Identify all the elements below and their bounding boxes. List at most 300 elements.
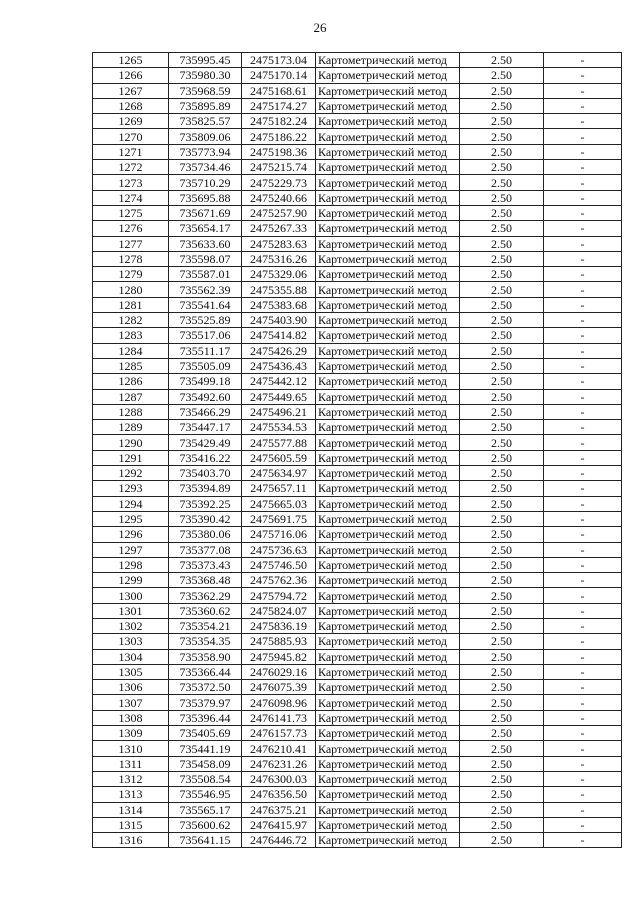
point-number-cell: 1296 xyxy=(93,527,169,542)
point-number-cell: 1303 xyxy=(93,634,169,649)
point-number-cell: 1285 xyxy=(93,358,169,373)
y-coordinate-cell: 2475426.29 xyxy=(242,343,316,358)
y-coordinate-cell: 2475736.63 xyxy=(242,542,316,557)
point-number-cell: 1269 xyxy=(93,114,169,129)
accuracy-cell: 2.50 xyxy=(460,129,544,144)
method-cell: Картометрический метод xyxy=(316,175,460,190)
point-number-cell: 1289 xyxy=(93,420,169,435)
table-row xyxy=(93,144,622,159)
note-cell: - xyxy=(544,618,622,633)
point-number-cell: 1279 xyxy=(93,267,169,282)
x-coordinate-cell: 735354.21 xyxy=(169,618,242,633)
y-coordinate-cell: 2475762.36 xyxy=(242,573,316,588)
accuracy-cell: 2.50 xyxy=(460,771,544,786)
method-cell: Картометрический метод xyxy=(316,588,460,603)
y-coordinate-cell: 2476075.39 xyxy=(242,680,316,695)
note-cell: - xyxy=(544,726,622,741)
x-coordinate-cell: 735825.57 xyxy=(169,114,242,129)
x-coordinate-cell: 735995.45 xyxy=(169,53,242,68)
y-coordinate-cell: 2476210.41 xyxy=(242,741,316,756)
method-cell: Картометрический метод xyxy=(316,160,460,175)
table-row xyxy=(93,420,622,435)
method-cell: Картометрический метод xyxy=(316,726,460,741)
accuracy-cell: 2.50 xyxy=(460,787,544,802)
note-cell: - xyxy=(544,557,622,572)
point-number-cell: 1302 xyxy=(93,618,169,633)
table-row xyxy=(93,53,622,68)
y-coordinate-cell: 2475746.50 xyxy=(242,557,316,572)
point-number-cell: 1294 xyxy=(93,496,169,511)
point-number-cell: 1267 xyxy=(93,83,169,98)
y-coordinate-cell: 2476415.97 xyxy=(242,817,316,832)
note-cell: - xyxy=(544,649,622,664)
note-cell: - xyxy=(544,114,622,129)
method-cell: Картометрический метод xyxy=(316,450,460,465)
accuracy-cell: 2.50 xyxy=(460,358,544,373)
x-coordinate-cell: 735358.90 xyxy=(169,649,242,664)
y-coordinate-cell: 2475836.19 xyxy=(242,618,316,633)
x-coordinate-cell: 735654.17 xyxy=(169,221,242,236)
accuracy-cell: 2.50 xyxy=(460,420,544,435)
method-cell: Картометрический метод xyxy=(316,802,460,817)
method-cell: Картометрический метод xyxy=(316,389,460,404)
accuracy-cell: 2.50 xyxy=(460,802,544,817)
table-row xyxy=(93,374,622,389)
x-coordinate-cell: 735565.17 xyxy=(169,802,242,817)
point-number-cell: 1282 xyxy=(93,313,169,328)
y-coordinate-cell: 2475605.59 xyxy=(242,450,316,465)
method-cell: Картометрический метод xyxy=(316,527,460,542)
method-cell: Картометрический метод xyxy=(316,236,460,251)
table-row xyxy=(93,205,622,220)
x-coordinate-cell: 735541.64 xyxy=(169,297,242,312)
y-coordinate-cell: 2476231.26 xyxy=(242,756,316,771)
note-cell: - xyxy=(544,251,622,266)
point-number-cell: 1295 xyxy=(93,511,169,526)
accuracy-cell: 2.50 xyxy=(460,542,544,557)
accuracy-cell: 2.50 xyxy=(460,511,544,526)
accuracy-cell: 2.50 xyxy=(460,144,544,159)
point-number-cell: 1299 xyxy=(93,573,169,588)
table-row xyxy=(93,83,622,98)
method-cell: Картометрический метод xyxy=(316,53,460,68)
accuracy-cell: 2.50 xyxy=(460,680,544,695)
table-row xyxy=(93,527,622,542)
y-coordinate-cell: 2475885.93 xyxy=(242,634,316,649)
accuracy-cell: 2.50 xyxy=(460,649,544,664)
method-cell: Картометрический метод xyxy=(316,664,460,679)
accuracy-cell: 2.50 xyxy=(460,236,544,251)
point-number-cell: 1297 xyxy=(93,542,169,557)
point-number-cell: 1291 xyxy=(93,450,169,465)
coordinates-table xyxy=(92,52,622,848)
y-coordinate-cell: 2476300.03 xyxy=(242,771,316,786)
point-number-cell: 1311 xyxy=(93,756,169,771)
method-cell: Картометрический метод xyxy=(316,404,460,419)
x-coordinate-cell: 735447.17 xyxy=(169,420,242,435)
x-coordinate-cell: 735505.09 xyxy=(169,358,242,373)
table-row xyxy=(93,603,622,618)
method-cell: Картометрический метод xyxy=(316,205,460,220)
point-number-cell: 1276 xyxy=(93,221,169,236)
table-row xyxy=(93,404,622,419)
method-cell: Картометрический метод xyxy=(316,649,460,664)
x-coordinate-cell: 735441.19 xyxy=(169,741,242,756)
method-cell: Картометрический метод xyxy=(316,358,460,373)
note-cell: - xyxy=(544,343,622,358)
method-cell: Картометрический метод xyxy=(316,420,460,435)
y-coordinate-cell: 2475449.65 xyxy=(242,389,316,404)
accuracy-cell: 2.50 xyxy=(460,557,544,572)
note-cell: - xyxy=(544,481,622,496)
table-row xyxy=(93,618,622,633)
table-row xyxy=(93,833,622,848)
x-coordinate-cell: 735354.35 xyxy=(169,634,242,649)
point-number-cell: 1277 xyxy=(93,236,169,251)
y-coordinate-cell: 2475283.63 xyxy=(242,236,316,251)
table-row xyxy=(93,634,622,649)
y-coordinate-cell: 2475355.88 xyxy=(242,282,316,297)
accuracy-cell: 2.50 xyxy=(460,603,544,618)
table-row xyxy=(93,435,622,450)
accuracy-cell: 2.50 xyxy=(460,435,544,450)
method-cell: Картометрический метод xyxy=(316,603,460,618)
table-row xyxy=(93,664,622,679)
x-coordinate-cell: 735372.50 xyxy=(169,680,242,695)
table-row xyxy=(93,466,622,481)
x-coordinate-cell: 735809.06 xyxy=(169,129,242,144)
point-number-cell: 1293 xyxy=(93,481,169,496)
x-coordinate-cell: 735373.43 xyxy=(169,557,242,572)
point-number-cell: 1281 xyxy=(93,297,169,312)
table-row xyxy=(93,68,622,83)
point-number-cell: 1288 xyxy=(93,404,169,419)
accuracy-cell: 2.50 xyxy=(460,53,544,68)
y-coordinate-cell: 2475577.88 xyxy=(242,435,316,450)
y-coordinate-cell: 2475198.36 xyxy=(242,144,316,159)
note-cell: - xyxy=(544,680,622,695)
table-row xyxy=(93,282,622,297)
point-number-cell: 1310 xyxy=(93,741,169,756)
x-coordinate-cell: 735695.88 xyxy=(169,190,242,205)
y-coordinate-cell: 2476098.96 xyxy=(242,695,316,710)
method-cell: Картометрический метод xyxy=(316,771,460,786)
table-row xyxy=(93,328,622,343)
point-number-cell: 1304 xyxy=(93,649,169,664)
y-coordinate-cell: 2475716.06 xyxy=(242,527,316,542)
y-coordinate-cell: 2475534.53 xyxy=(242,420,316,435)
accuracy-cell: 2.50 xyxy=(460,634,544,649)
accuracy-cell: 2.50 xyxy=(460,389,544,404)
x-coordinate-cell: 735380.06 xyxy=(169,527,242,542)
table-row xyxy=(93,481,622,496)
point-number-cell: 1272 xyxy=(93,160,169,175)
method-cell: Картометрический метод xyxy=(316,144,460,159)
y-coordinate-cell: 2475824.07 xyxy=(242,603,316,618)
accuracy-cell: 2.50 xyxy=(460,205,544,220)
table-row xyxy=(93,649,622,664)
method-cell: Картометрический метод xyxy=(316,251,460,266)
x-coordinate-cell: 735508.54 xyxy=(169,771,242,786)
y-coordinate-cell: 2475945.82 xyxy=(242,649,316,664)
method-cell: Картометрический метод xyxy=(316,190,460,205)
x-coordinate-cell: 735458.09 xyxy=(169,756,242,771)
point-number-cell: 1290 xyxy=(93,435,169,450)
method-cell: Картометрический метод xyxy=(316,787,460,802)
accuracy-cell: 2.50 xyxy=(460,374,544,389)
table-row xyxy=(93,726,622,741)
accuracy-cell: 2.50 xyxy=(460,297,544,312)
table-row xyxy=(93,511,622,526)
note-cell: - xyxy=(544,833,622,848)
point-number-cell: 1309 xyxy=(93,726,169,741)
y-coordinate-cell: 2476141.73 xyxy=(242,710,316,725)
point-number-cell: 1308 xyxy=(93,710,169,725)
y-coordinate-cell: 2475174.27 xyxy=(242,98,316,113)
note-cell: - xyxy=(544,741,622,756)
table-row xyxy=(93,389,622,404)
method-cell: Картометрический метод xyxy=(316,98,460,113)
note-cell: - xyxy=(544,695,622,710)
x-coordinate-cell: 735403.70 xyxy=(169,466,242,481)
accuracy-cell: 2.50 xyxy=(460,282,544,297)
table-row xyxy=(93,771,622,786)
note-cell: - xyxy=(544,756,622,771)
note-cell: - xyxy=(544,466,622,481)
point-number-cell: 1280 xyxy=(93,282,169,297)
note-cell: - xyxy=(544,435,622,450)
y-coordinate-cell: 2475442.12 xyxy=(242,374,316,389)
y-coordinate-cell: 2475316.26 xyxy=(242,251,316,266)
note-cell: - xyxy=(544,634,622,649)
table-row xyxy=(93,313,622,328)
accuracy-cell: 2.50 xyxy=(460,343,544,358)
x-coordinate-cell: 735562.39 xyxy=(169,282,242,297)
accuracy-cell: 2.50 xyxy=(460,190,544,205)
y-coordinate-cell: 2475173.04 xyxy=(242,53,316,68)
accuracy-cell: 2.50 xyxy=(460,404,544,419)
method-cell: Картометрический метод xyxy=(316,83,460,98)
note-cell: - xyxy=(544,358,622,373)
note-cell: - xyxy=(544,221,622,236)
point-number-cell: 1305 xyxy=(93,664,169,679)
x-coordinate-cell: 735405.69 xyxy=(169,726,242,741)
y-coordinate-cell: 2475329.06 xyxy=(242,267,316,282)
y-coordinate-cell: 2475229.73 xyxy=(242,175,316,190)
note-cell: - xyxy=(544,175,622,190)
table-row xyxy=(93,221,622,236)
x-coordinate-cell: 735525.89 xyxy=(169,313,242,328)
table-row xyxy=(93,542,622,557)
x-coordinate-cell: 735598.07 xyxy=(169,251,242,266)
table-row xyxy=(93,787,622,802)
x-coordinate-cell: 735773.94 xyxy=(169,144,242,159)
method-cell: Картометрический метод xyxy=(316,695,460,710)
method-cell: Картометрический метод xyxy=(316,343,460,358)
table-row xyxy=(93,297,622,312)
table-row xyxy=(93,817,622,832)
note-cell: - xyxy=(544,404,622,419)
point-number-cell: 1271 xyxy=(93,144,169,159)
table-row xyxy=(93,175,622,190)
note-cell: - xyxy=(544,603,622,618)
note-cell: - xyxy=(544,98,622,113)
note-cell: - xyxy=(544,236,622,251)
method-cell: Картометрический метод xyxy=(316,129,460,144)
method-cell: Картометрический метод xyxy=(316,466,460,481)
note-cell: - xyxy=(544,389,622,404)
note-cell: - xyxy=(544,527,622,542)
table-row xyxy=(93,680,622,695)
x-coordinate-cell: 735390.42 xyxy=(169,511,242,526)
x-coordinate-cell: 735368.48 xyxy=(169,573,242,588)
point-number-cell: 1270 xyxy=(93,129,169,144)
table-row xyxy=(93,588,622,603)
method-cell: Картометрический метод xyxy=(316,542,460,557)
method-cell: Картометрический метод xyxy=(316,496,460,511)
table-row xyxy=(93,695,622,710)
note-cell: - xyxy=(544,496,622,511)
accuracy-cell: 2.50 xyxy=(460,466,544,481)
x-coordinate-cell: 735671.69 xyxy=(169,205,242,220)
accuracy-cell: 2.50 xyxy=(460,114,544,129)
point-number-cell: 1265 xyxy=(93,53,169,68)
note-cell: - xyxy=(544,817,622,832)
method-cell: Картометрический метод xyxy=(316,680,460,695)
table-row xyxy=(93,741,622,756)
x-coordinate-cell: 735968.59 xyxy=(169,83,242,98)
page-number: 26 xyxy=(313,20,327,35)
point-number-cell: 1283 xyxy=(93,328,169,343)
accuracy-cell: 2.50 xyxy=(460,527,544,542)
table-row xyxy=(93,251,622,266)
y-coordinate-cell: 2476375.21 xyxy=(242,802,316,817)
x-coordinate-cell: 735895.89 xyxy=(169,98,242,113)
x-coordinate-cell: 735466.29 xyxy=(169,404,242,419)
accuracy-cell: 2.50 xyxy=(460,221,544,236)
y-coordinate-cell: 2475496.21 xyxy=(242,404,316,419)
method-cell: Картометрический метод xyxy=(316,313,460,328)
y-coordinate-cell: 2475436.43 xyxy=(242,358,316,373)
note-cell: - xyxy=(544,129,622,144)
x-coordinate-cell: 735641.15 xyxy=(169,833,242,848)
method-cell: Картометрический метод xyxy=(316,114,460,129)
note-cell: - xyxy=(544,53,622,68)
y-coordinate-cell: 2475665.03 xyxy=(242,496,316,511)
accuracy-cell: 2.50 xyxy=(460,695,544,710)
method-cell: Картометрический метод xyxy=(316,221,460,236)
y-coordinate-cell: 2475634.97 xyxy=(242,466,316,481)
accuracy-cell: 2.50 xyxy=(460,450,544,465)
x-coordinate-cell: 735980.30 xyxy=(169,68,242,83)
accuracy-cell: 2.50 xyxy=(460,833,544,848)
method-cell: Картометрический метод xyxy=(316,557,460,572)
y-coordinate-cell: 2475414.82 xyxy=(242,328,316,343)
method-cell: Картометрический метод xyxy=(316,282,460,297)
method-cell: Картометрический метод xyxy=(316,297,460,312)
accuracy-cell: 2.50 xyxy=(460,741,544,756)
y-coordinate-cell: 2475215.74 xyxy=(242,160,316,175)
y-coordinate-cell: 2475182.24 xyxy=(242,114,316,129)
note-cell: - xyxy=(544,511,622,526)
y-coordinate-cell: 2476446.72 xyxy=(242,833,316,848)
accuracy-cell: 2.50 xyxy=(460,710,544,725)
table-row xyxy=(93,98,622,113)
x-coordinate-cell: 735511.17 xyxy=(169,343,242,358)
note-cell: - xyxy=(544,450,622,465)
table-row xyxy=(93,114,622,129)
x-coordinate-cell: 735499.18 xyxy=(169,374,242,389)
accuracy-cell: 2.50 xyxy=(460,726,544,741)
note-cell: - xyxy=(544,420,622,435)
note-cell: - xyxy=(544,267,622,282)
note-cell: - xyxy=(544,83,622,98)
y-coordinate-cell: 2475257.90 xyxy=(242,205,316,220)
point-number-cell: 1306 xyxy=(93,680,169,695)
point-number-cell: 1316 xyxy=(93,833,169,848)
accuracy-cell: 2.50 xyxy=(460,496,544,511)
accuracy-cell: 2.50 xyxy=(460,328,544,343)
note-cell: - xyxy=(544,771,622,786)
point-number-cell: 1275 xyxy=(93,205,169,220)
method-cell: Картометрический метод xyxy=(316,634,460,649)
note-cell: - xyxy=(544,328,622,343)
method-cell: Картометрический метод xyxy=(316,756,460,771)
method-cell: Картометрический метод xyxy=(316,68,460,83)
point-number-cell: 1315 xyxy=(93,817,169,832)
note-cell: - xyxy=(544,664,622,679)
x-coordinate-cell: 735394.89 xyxy=(169,481,242,496)
point-number-cell: 1314 xyxy=(93,802,169,817)
method-cell: Картометрический метод xyxy=(316,374,460,389)
y-coordinate-cell: 2475240.66 xyxy=(242,190,316,205)
x-coordinate-cell: 735429.49 xyxy=(169,435,242,450)
note-cell: - xyxy=(544,205,622,220)
y-coordinate-cell: 2475186.22 xyxy=(242,129,316,144)
y-coordinate-cell: 2475657.11 xyxy=(242,481,316,496)
table-row xyxy=(93,573,622,588)
method-cell: Картометрический метод xyxy=(316,435,460,450)
accuracy-cell: 2.50 xyxy=(460,175,544,190)
x-coordinate-cell: 735546.95 xyxy=(169,787,242,802)
note-cell: - xyxy=(544,297,622,312)
x-coordinate-cell: 735492.60 xyxy=(169,389,242,404)
table-row xyxy=(93,358,622,373)
accuracy-cell: 2.50 xyxy=(460,481,544,496)
y-coordinate-cell: 2476157.73 xyxy=(242,726,316,741)
accuracy-cell: 2.50 xyxy=(460,817,544,832)
note-cell: - xyxy=(544,588,622,603)
method-cell: Картометрический метод xyxy=(316,618,460,633)
y-coordinate-cell: 2475170.14 xyxy=(242,68,316,83)
table-row xyxy=(93,756,622,771)
accuracy-cell: 2.50 xyxy=(460,83,544,98)
x-coordinate-cell: 735600.62 xyxy=(169,817,242,832)
x-coordinate-cell: 735392.25 xyxy=(169,496,242,511)
y-coordinate-cell: 2476029.16 xyxy=(242,664,316,679)
y-coordinate-cell: 2475267.33 xyxy=(242,221,316,236)
point-number-cell: 1287 xyxy=(93,389,169,404)
note-cell: - xyxy=(544,68,622,83)
accuracy-cell: 2.50 xyxy=(460,98,544,113)
point-number-cell: 1286 xyxy=(93,374,169,389)
point-number-cell: 1298 xyxy=(93,557,169,572)
accuracy-cell: 2.50 xyxy=(460,160,544,175)
coordinates-table-body xyxy=(93,53,622,848)
x-coordinate-cell: 735517.06 xyxy=(169,328,242,343)
table-row xyxy=(93,343,622,358)
accuracy-cell: 2.50 xyxy=(460,664,544,679)
